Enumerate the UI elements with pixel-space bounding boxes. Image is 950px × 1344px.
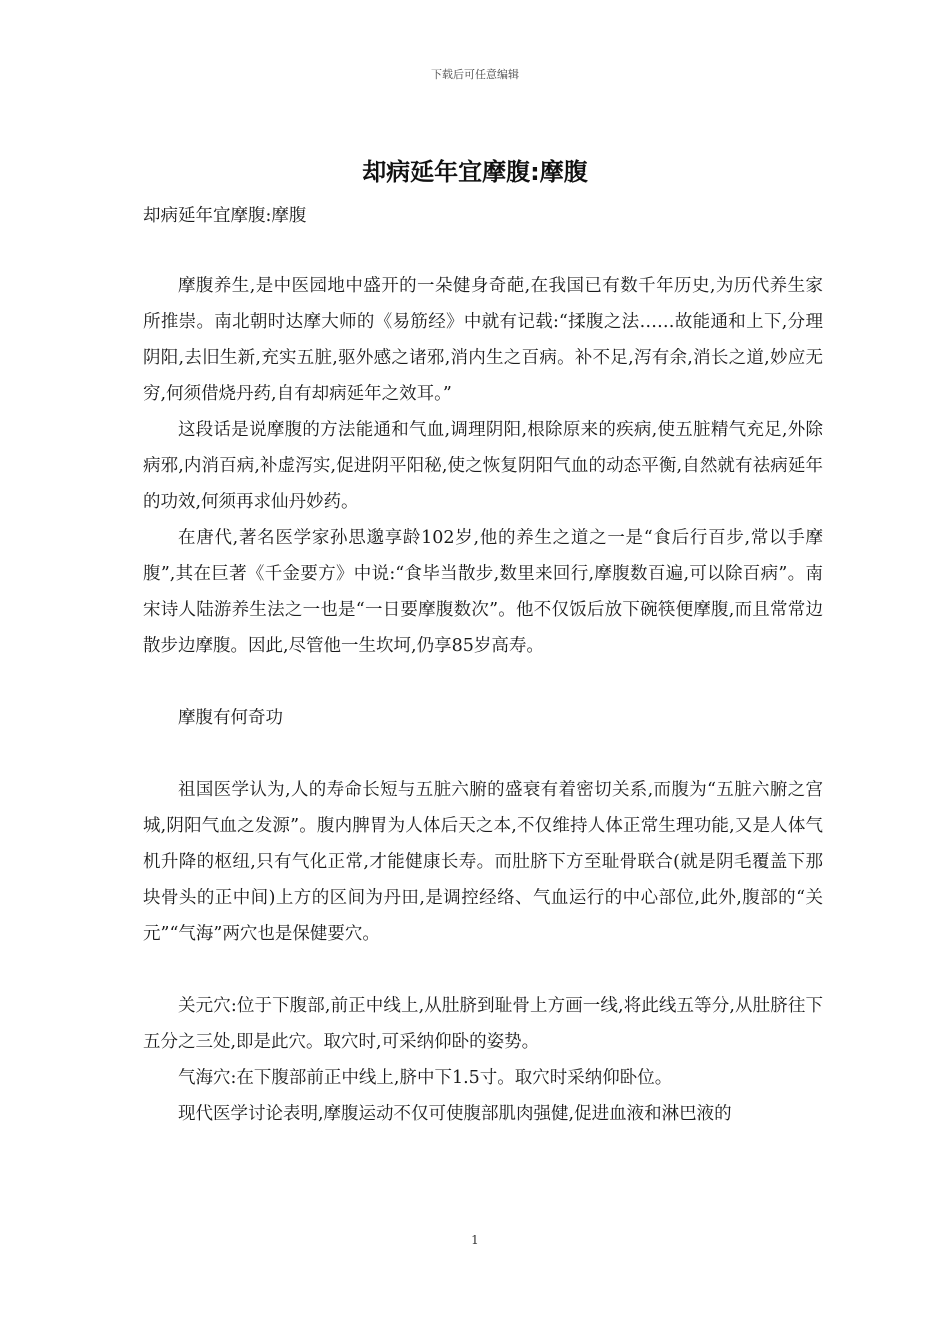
paragraph: 这段话是说摩腹的方法能通和气血,调理阴阳,根除原来的疾病,使五脏精气充足,外除病邪,内消百病,补虚泻实,促进阴平阳秘,使之恢复阴阳气血的动态平衡,自然就有祛病延年的功效,何须再求仙丹妙药。 [143, 420, 823, 512]
paragraph: 在唐代,著名医学家孙思邈享龄102岁,他的养生之道之一是“食后行百步,常以手摩腹”,其在巨著《千金要方》中说:“食毕当散步,数里来回行,摩腹数百遍,可以除百病”。南宋诗人陆游养生法之一也是“一日要摩腹数次”。他不仅饭后放下碗筷便摩腹,而且常常边散步边摩腹。因此,尽管他一生坎坷,仍享85岁高寿。 [143, 528, 823, 656]
page-number: 1 [471, 1233, 479, 1247]
paragraph: 关元穴:位于下腹部,前正中线上,从肚脐到耻骨上方画一线,将此线五等分,从肚脐往下五分之三处,即是此穴。取穴时,可采纳仰卧的姿势。 [143, 996, 823, 1052]
page-header: 下载后可任意编辑 [431, 68, 519, 81]
spacer [143, 736, 823, 772]
spacer [143, 664, 823, 700]
document-subtitle: 却病延年宜摩腹:摩腹 [143, 206, 307, 226]
paragraph: 气海穴:在下腹部前正中线上,脐中下1.5寸。取穴时采纳仰卧位。 [178, 1068, 673, 1088]
spacer [143, 952, 823, 988]
document-title: 却病延年宜摩腹:摩腹 [362, 158, 588, 186]
document-body [143, 268, 823, 1132]
paragraph: 摩腹养生,是中医园地中盛开的一朵健身奇葩,在我国已有数千年历史,为历代养生家所推崇。南北朝时达摩大师的《易筋经》中就有记载:“揉腹之法……故能通和上下,分理阴阳,去旧生新,充实五脏,驱外感之诸邪,消内生之百病。补不足,泻有余,消长之道,妙应无穷,何须借烧丹药,自有却病延年之效耳。” [143, 276, 823, 404]
paragraph: 祖国医学认为,人的寿命长短与五脏六腑的盛衰有着密切关系,而腹为“五脏六腑之宫城,阴阳气血之发源”。腹内脾胃为人体后天之本,不仅维持人体正常生理功能,又是人体气机升降的枢纽,只有气化正常,才能健康长寿。而肚脐下方至耻骨联合(就是阴毛覆盖下那块骨头的正中间)上方的区间为丹田,是调控经络、气血运行的中心部位,此外,腹部的“关元”“气海”两穴也是保健要穴。 [143, 780, 823, 944]
section-heading: 摩腹有何奇功 [178, 708, 283, 728]
paragraph: 现代医学讨论表明,摩腹运动不仅可使腹部肌肉强健,促进血液和淋巴液的 [178, 1104, 732, 1124]
